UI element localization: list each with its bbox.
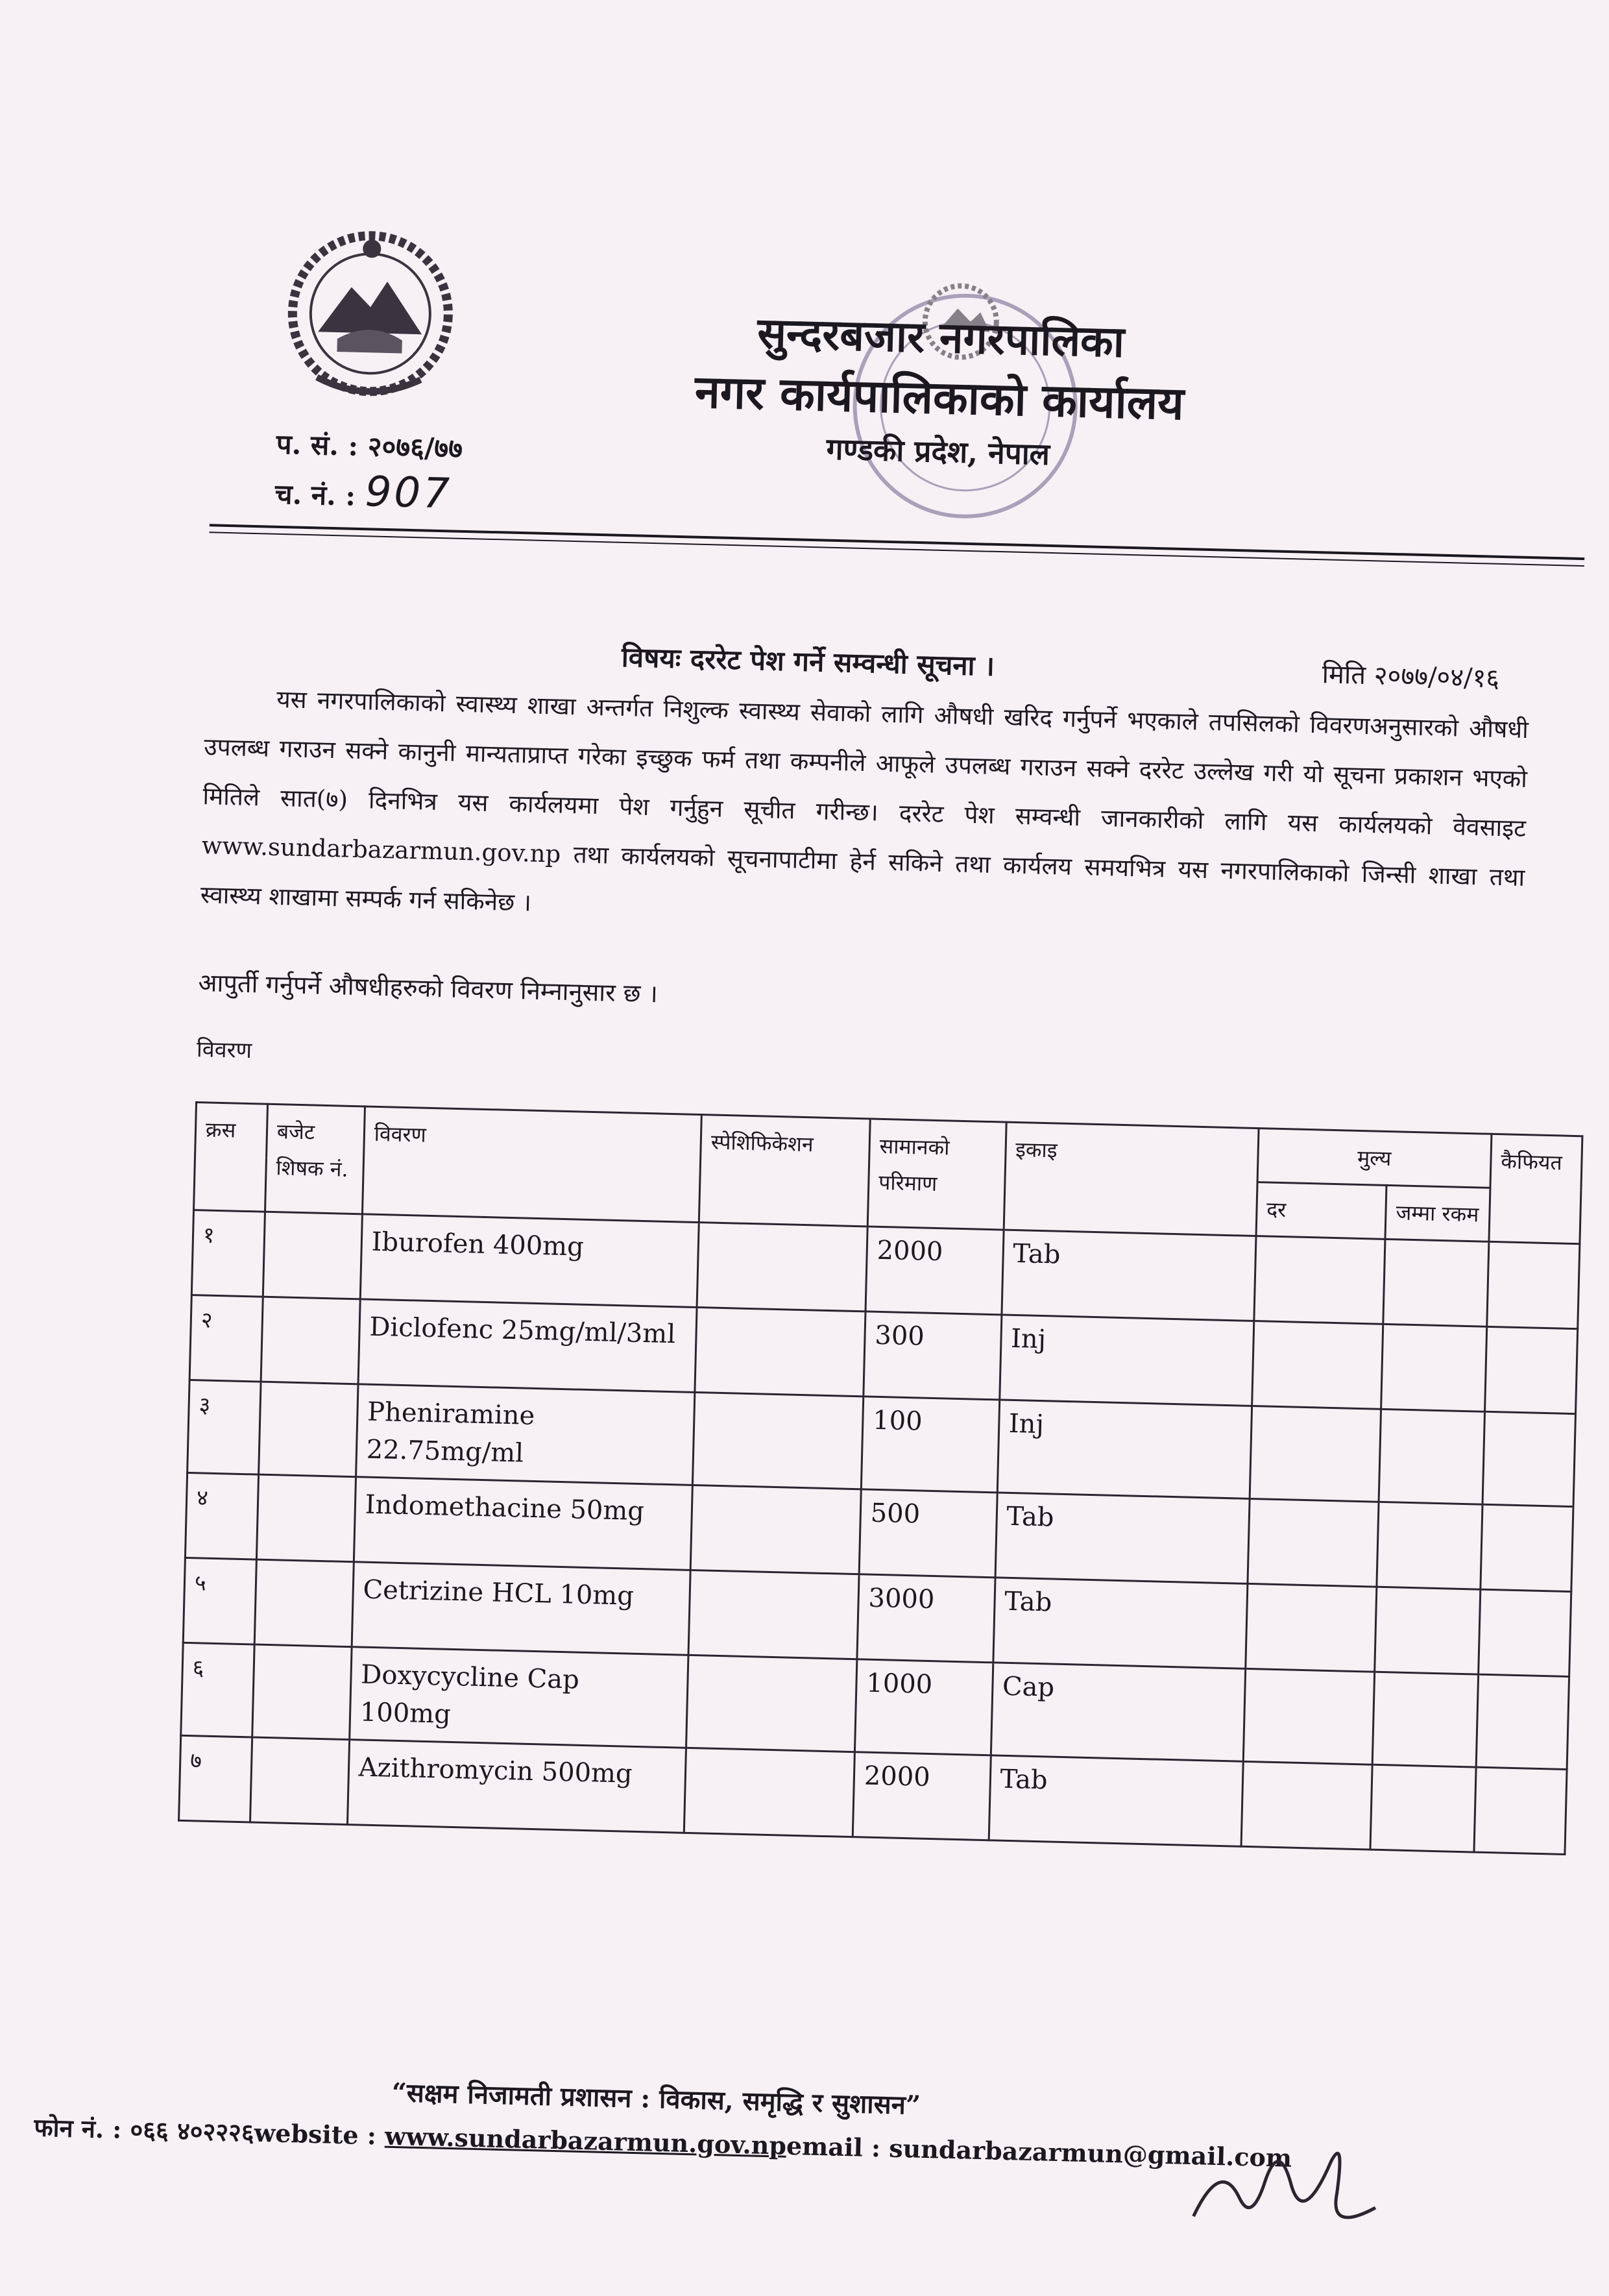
row-unit: Tab [1002,1230,1256,1321]
row-remarks [1484,1326,1577,1413]
row-budget [261,1297,360,1384]
notice-body [200,673,1529,952]
row-rate [1243,1668,1375,1765]
header-budget-head: बजेट शिषक नं. [265,1104,365,1214]
header-total-amount: जम्मा रकम [1385,1185,1490,1241]
row-quantity: 100 [861,1397,999,1493]
row-description: Doxycycline Cap 100mg [349,1647,688,1748]
row-unit: Tab [993,1578,1247,1668]
details-label: विवरण [196,1036,252,1064]
row-sn: ३ [188,1380,261,1474]
row-spec [697,1223,867,1312]
dispatch-number: 907 [364,468,453,519]
row-remarks [1481,1504,1573,1591]
notice-subject: विषयः दररेट पेश गर्ने सम्वन्धी सूचना । [621,641,995,682]
notice-date: मिति २०७७/०४/१६ [1322,659,1500,694]
row-description: Pheniramine 22.75mg/ml [356,1384,695,1485]
row-rate [1250,1406,1381,1502]
office-name: नगर कार्यपालिकाको कार्यालय [694,364,1185,430]
row-spec [686,1655,857,1752]
row-unit: Tab [989,1755,1243,1846]
row-unit: Cap [991,1663,1245,1761]
row-total [1379,1409,1484,1504]
ref-number: प. सं. : २०७६/७७ [276,428,463,465]
row-description: Iburofen 400mg [360,1214,699,1308]
signature-icon [1180,2119,1403,2254]
website-link[interactable]: www.sundarbazarmun.gov.np [384,2121,787,2160]
row-budget [258,1382,357,1477]
row-description: Azithromycin 500mg [347,1740,686,1833]
row-description: Cetrizine HCL 10mg [352,1562,690,1655]
row-budget [252,1644,352,1740]
row-sn: १ [191,1210,265,1297]
row-total [1383,1239,1489,1326]
row-sn: २ [189,1295,263,1382]
row-rate [1245,1583,1377,1672]
email-label: email : [786,2131,889,2163]
row-rate [1254,1236,1386,1325]
row-rate [1248,1498,1379,1587]
row-remarks [1474,1767,1567,1854]
row-budget [250,1737,349,1825]
row-sn: ७ [179,1735,252,1822]
row-spec [684,1748,854,1837]
row-unit: Inj [999,1315,1253,1406]
header-unit: इकाइ [1004,1122,1259,1236]
row-rate [1252,1321,1383,1410]
row-unit: Inj [997,1400,1252,1498]
row-quantity: 3000 [857,1574,995,1663]
row-budget [254,1559,354,1647]
province-line: गण्डकी प्रदेश, नेपाल [826,431,1050,472]
row-quantity: 300 [864,1312,1002,1400]
row-total [1370,1765,1476,1852]
row-remarks [1479,1589,1571,1676]
row-spec [695,1308,865,1397]
email-link[interactable]: sundarbazarmun@gmail.com [888,2133,1292,2173]
header-price: मुल्य [1257,1129,1492,1188]
municipality-name: सुन्दरबजार नगरपालिका [756,307,1125,367]
row-total [1375,1587,1481,1674]
header-remarks: कैफियत [1489,1134,1582,1243]
row-remarks [1487,1241,1580,1328]
dispatch-label: च. नं. : [274,478,356,512]
row-quantity: 500 [859,1489,997,1578]
row-total [1372,1672,1478,1767]
row-spec [688,1570,859,1659]
row-spec [690,1485,861,1574]
phone-number: फोन नं. : ०६६ ४०२२२६ [33,2112,255,2147]
row-spec [693,1392,864,1489]
row-budget [263,1212,362,1299]
row-remarks [1482,1411,1575,1506]
notice-body-paragraph: यस नगरपालिकाको स्वास्थ्य शाखा अन्तर्गत निशुल्क स्वास्थ्य सेवाको लागि औषधी खरिद गर्नुपर्ने भएकाले तपसिलको विवरणअनुसारको औषधी उपलब्ध गराउन सक्ने कानुनी मान्यताप्राप्त गरेका इच्छुक फर्म तथा कम्पनीले आफूले उपलब्ध गराउन सक्ने दररेट उल्लेख गरी यो सूचना प्रकाशन भएको मितिले सात(७) दिनभित्र यस कार्यलयमा पेश गर्नुहुन सूचीत गरीन्छ। दररेट पेश सम्वन्धी जानकारीको लागि यस कार्यलयको वेवसाइट www.sundarbazarmun.gov.np तथा कार्यलयको सूचनापाटीमा हेर्न सकिने तथा कार्यलय समयभित्र यस नगरपालिकाको जिन्सी शाखा तथा स्वास्थ्य शाखामा सम्पर्क गर्न सकिनेछ । [200,685,1529,917]
nepal-emblem-icon [271,221,470,413]
row-quantity: 1000 [854,1659,993,1755]
row-total [1377,1502,1482,1589]
header-description: विवरण [362,1106,701,1223]
row-sn: ६ [181,1643,254,1737]
row-quantity: 2000 [865,1227,1004,1315]
row-description: Diclofenc 25mg/ml/3ml [358,1299,697,1393]
medicine-table [178,1101,1583,1855]
header-specification: स्पेशिफिकेशन [699,1115,870,1227]
supply-line: आपुर्ती गर्नुपर्ने औषधीहरुको विवरण निम्नानुसार छ । [198,968,659,1008]
header-quantity: सामानको परिमाण [867,1119,1006,1230]
website-label: website : [254,2118,385,2151]
header-divider-thin [210,531,1584,567]
row-sn: ४ [185,1472,258,1559]
row-description: Indomethacine 50mg [354,1477,692,1570]
header-sn: क्रस [194,1103,268,1212]
row-unit: Tab [995,1493,1250,1583]
row-budget [256,1474,356,1562]
header-rate: दर [1256,1182,1386,1240]
reference-block [274,422,463,522]
row-total [1381,1324,1487,1411]
row-rate [1241,1761,1373,1850]
motto: “सक्षम निजामती प्रशासन : विकास, समृद्धि र सुशासन” [391,2077,921,2121]
row-quantity: 2000 [853,1752,991,1840]
row-sn: ५ [183,1557,256,1644]
row-remarks [1476,1674,1569,1769]
